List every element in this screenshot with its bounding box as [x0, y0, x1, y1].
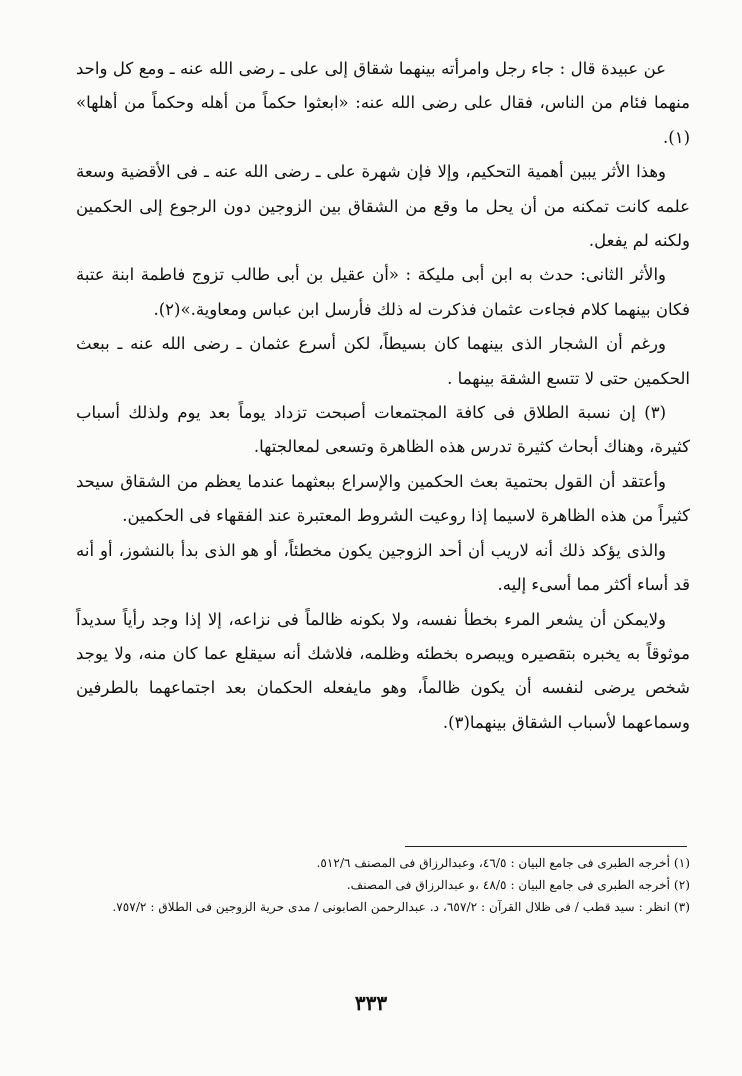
paragraph-8: ولايمكن أن يشعر المرء بخطأ نفسه، ولا بكونه ظالماً فى نزاعه، إلا إذا وجد رأياً سديداً موثوقاً به يخبره بتقصيره ويبصره بخطئه وظلمه، فلاشك أنه سيقلع عما كان منه، ولا يوجد شخص يرضى لنفسه أن يكون ظالماً، وهو مايفعله الحكمان بعد اجتماعهما بالطرفين وسماعهما لأسباب الشقاق بينهما(٣). — [76, 609, 690, 732]
footnote-1: (١) أخرجه الطبرى فى جامع البيان : ٤٦/٥، وعبدالرزاق فى المصنف ٥١٢/٦. — [316, 856, 690, 870]
paragraph-2: وهذا الأثر يبين أهمية التحكيم، وإلا فإن شهرة على ـ رضى الله عنه ـ فى الأقضية وسعة علمه كانت تمكنه من أن يحل ما وقع من الشقاق بين الزوجين دون الرجوع إلى الحكمين ولكنه لم يفعل. — [76, 162, 690, 251]
paragraph-1: عن عبيدة قال : جاء رجل وامرأته بينهما شقاق إلى على ـ رضى الله عنه ـ ومع كل واحد منهما فئام من الناس، فقال على رضى الله عنه: «ابعثوا حكماً من أهله وحكماً من أهلها» (١). — [76, 59, 690, 147]
paragraph-4: ورغم أن الشجار الذى بينهما كان بسيطاً، لكن أسرع عثمان ـ رضى الله عنه ـ ببعث الحكمين حتى لا تتسع الشقة بينهما . — [76, 334, 690, 388]
footnote-2: (٢) أخرجه الطبرى فى جامع البيان : ٤٨/٥ ،و عبدالرزاق فى المصنف. — [346, 878, 690, 892]
footnote-separator — [405, 846, 687, 847]
paragraph-5: (٣) إن نسبة الطلاق فى كافة المجتمعات أصبحت تزداد يوماً بعد يوم ولذلك أسباب كثيرة، وهناك أبحاث كثيرة تدرس هذه الظاهرة وتسعى لمعالجتها. — [76, 403, 690, 457]
footnotes — [76, 852, 690, 918]
paragraph-6: وأعتقد أن القول بحتمية بعث الحكمين والإسراع ببعثهما عندما يعظم من الشقاق سيحد كثيراً من هذه الظاهرة لاسيما إذا روعيت الشروط المعتبرة عند الفقهاء فى الحكمين. — [76, 471, 690, 526]
paragraph-7: والذى يؤكد ذلك أنه لاريب أن أحد الزوجين يكون مخطئاً، أو هو الذى بدأ بالنشوز، أو أنه قد أساء أكثر مما أسىء إليه. — [76, 540, 690, 595]
main-text — [76, 52, 690, 740]
footnote-3: (٣) انظر : سيد قطب / فى ظلال القرآن : ٦٥٧/٢، د. عبدالرحمن الصابونى / مدى حرية الزوجين فى الطلاق : ٧٥٧/٢. — [112, 900, 690, 914]
paragraph-3: والأثر الثانى: حدث به ابن أبى مليكة : «أن عقيل بن أبى طالب تزوج فاطمة ابنة عتبة فكان بينهما كلام فجاءت عثمان فذكرت له ذلك فأرسل ابن عباس ومعاوية.»(٢). — [76, 265, 690, 319]
page-number: ٣٣٣ — [354, 991, 388, 1015]
